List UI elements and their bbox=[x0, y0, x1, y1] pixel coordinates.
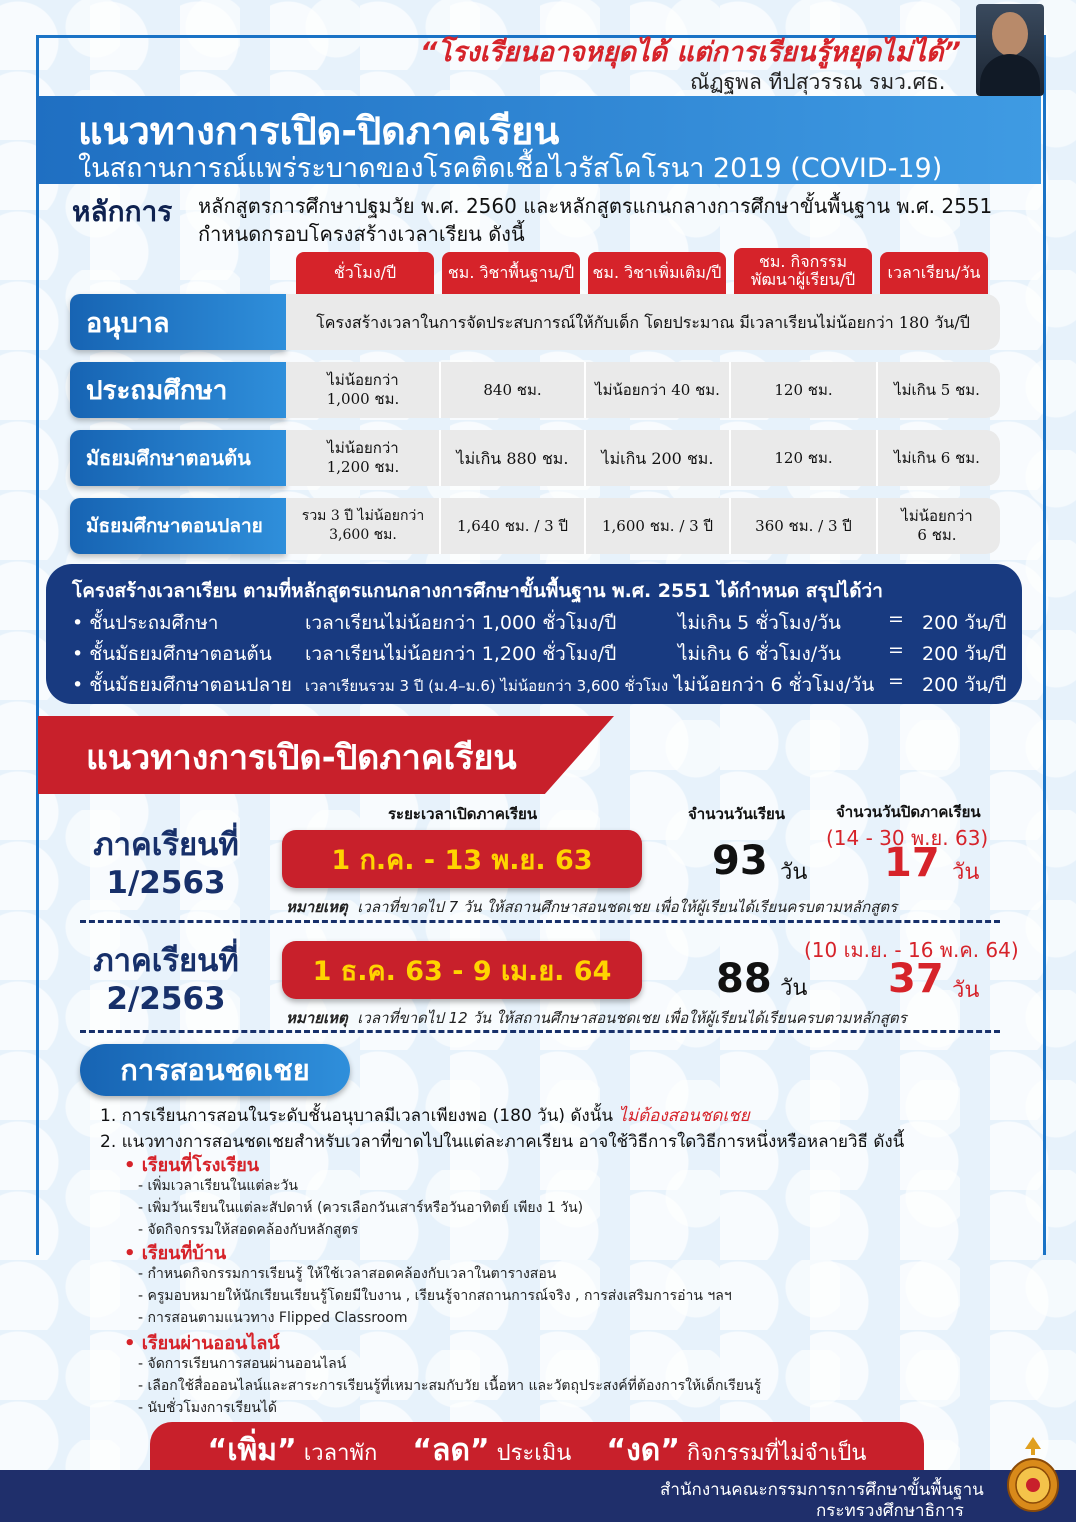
term1-close-days: 17 bbox=[884, 840, 940, 886]
term1-days: 93 bbox=[712, 838, 768, 884]
header-days: จำนวนวันเรียน bbox=[688, 805, 786, 823]
method-school-item: - เพิ่มวันเรียนในแต่ละสัปดาห์ (ควรเลือกวันเสาร์หรือวันอาทิตย์ เพียง 1 วัน) bbox=[138, 1200, 584, 1216]
term2-close-range: (10 เม.ย. - 16 พ.ค. 64) bbox=[804, 938, 1019, 962]
row-label-primary: ประถมศึกษา bbox=[70, 362, 286, 418]
compensation-item-2: 2. แนวทางการสอนชดเชยสำหรับเวลาที่ขาดไปในแต่ละภาคเรียน อาจใช้วิธีการใดวิธีการหนึ่งหรือหลายวิธี ดังนี้ bbox=[100, 1132, 905, 1152]
method-online-item: - เลือกใช้สื่อออนไลน์และสาระการเรียนรู้ที่เหมาะสมกับวัย เนื้อหา และวัตถุประสงค์ที่ต้องการให้เด็กเรียนรู้ bbox=[138, 1378, 762, 1394]
cell-upper-basic: 1,640 ชม. / 3 ปี bbox=[457, 516, 568, 535]
cell-primary-day: ไม่เกิน 5 ชม. bbox=[894, 380, 980, 399]
col-head-additional: ชม. วิชาเพิ่มเติม/ปี bbox=[588, 252, 726, 294]
term1-label-line1: ภาคเรียนที่ bbox=[93, 827, 239, 863]
summary-title: โครงสร้างเวลาเรียน ตามที่หลักสูตรแกนกลางการศึกษาขั้นพื้นฐาน พ.ศ. 2551 ได้กำหนด สรุปได้ว่า bbox=[72, 580, 883, 602]
summary-days-primary: 200 วัน/ปี bbox=[922, 612, 1007, 634]
method-online-item: - จัดการเรียนการสอนผ่านออนไลน์ bbox=[138, 1356, 347, 1372]
method-school-head: • เรียนที่โรงเรียน bbox=[124, 1155, 260, 1176]
method-home-head: • เรียนที่บ้าน bbox=[124, 1243, 227, 1264]
summary-level-lower: • ชั้นมัธยมศึกษาตอนต้น bbox=[72, 643, 272, 665]
header-period: ระยะเวลาเปิดภาคเรียน bbox=[388, 805, 538, 823]
term1-close-range: (14 - 30 พ.ย. 63) bbox=[826, 826, 989, 850]
term2-days: 88 bbox=[716, 956, 772, 1002]
cell-primary-additional: ไม่น้อยกว่า 40 ชม. bbox=[595, 380, 720, 399]
term2-period: 1 ธ.ค. 63 - 9 เม.ย. 64 bbox=[282, 941, 642, 999]
method-school-item: - จัดกิจกรรมให้สอดคล้องกับหลักสูตร bbox=[138, 1222, 359, 1238]
quote-author: ณัฏฐพล ทีปสุวรรณ รมว.ศธ. bbox=[690, 70, 946, 94]
slogan-reduce-rest: ประเมิน bbox=[489, 1440, 572, 1466]
cell-upper-hours: รวม 3 ปี ไม่น้อยกว่า 3,600 ชม. bbox=[301, 508, 425, 543]
ministry-emblem-icon bbox=[1005, 1435, 1061, 1513]
footer-agency: สำนักงานคณะกรรมการการศึกษาขั้นพื้นฐาน bbox=[660, 1480, 984, 1500]
method-online-item: - นับชั่วโมงการเรียนได้ bbox=[138, 1400, 277, 1416]
term2-close-days: 37 bbox=[888, 956, 944, 1002]
term1-label bbox=[66, 826, 266, 902]
col-head-per-day: เวลาเรียน/วัน bbox=[880, 252, 988, 294]
cell-lower-hours: ไม่น้อยกว่า 1,200 ชม. bbox=[326, 439, 400, 476]
summary-hours-upper: เวลาเรียนรวม 3 ปี (ม.4–ม.6) ไม่น้อยกว่า 3,600 ชั่วโมง bbox=[305, 677, 669, 695]
term2-close-unit: วัน bbox=[952, 978, 980, 1003]
term1-days-unit: วัน bbox=[780, 860, 808, 885]
term2-note-label: หมายเหตุ bbox=[286, 1009, 348, 1027]
term1-close-unit: วัน bbox=[952, 860, 980, 885]
minister-quote: “โรงเรียนอาจหยุดได้ แต่การเรียนรู้หยุดไม่ได้” bbox=[420, 37, 961, 68]
cell-upper-activity: 360 ชม. / 3 ปี bbox=[755, 516, 852, 535]
photo-head bbox=[992, 12, 1028, 56]
term2-days-unit: วัน bbox=[780, 976, 808, 1001]
col-head-hours-year: ชั่วโมง/ปี bbox=[296, 252, 434, 294]
term1-note-text: เวลาที่ขาดไป 7 วัน ให้สถานศึกษาสอนชดเชย เพื่อให้ผู้เรียนได้เรียนครบตามหลักสูตร bbox=[357, 898, 898, 916]
page-title: แนวทางการเปิด-ปิดภาคเรียน bbox=[78, 109, 560, 153]
row-label-lower-secondary: มัธยมศึกษาตอนต้น bbox=[70, 430, 286, 486]
principle-line-1: หลักสูตรการศึกษาปฐมวัย พ.ศ. 2560 และหลักสูตรแกนกลางการศึกษาขั้นพื้นฐาน พ.ศ. 2551 bbox=[198, 194, 993, 218]
method-online-head: • เรียนผ่านออนไลน์ bbox=[124, 1333, 280, 1354]
divider bbox=[80, 1030, 1000, 1033]
footer-ministry: กระทรวงศึกษาธิการ bbox=[816, 1501, 964, 1521]
col-head-activity: ชม. กิจกรรม พัฒนาผู้เรียน/ปี bbox=[734, 248, 872, 294]
summary-eq: = bbox=[888, 639, 904, 661]
term1-label-line2: 1/2563 bbox=[106, 865, 226, 901]
summary-level-upper: • ชั้นมัธยมศึกษาตอนปลาย bbox=[72, 674, 292, 696]
slogan-stop-word: “งด” bbox=[606, 1432, 680, 1468]
cell-primary-activity: 120 ชม. bbox=[774, 380, 833, 399]
term2-label-line1: ภาคเรียนที่ bbox=[93, 943, 239, 979]
term2-label bbox=[66, 942, 266, 1018]
slogan-add bbox=[208, 1427, 378, 1474]
divider bbox=[80, 920, 1000, 923]
method-home-item: - ครูมอบหมายให้นักเรียนเรียนรู้โดยมีใบงาน , เรียนรู้จากสถานการณ์จริง , การส่งเสริมการอ่าน ฯลฯ bbox=[138, 1288, 732, 1304]
cell-upper-day: ไม่น้อยกว่า 6 ชม. bbox=[901, 507, 973, 544]
summary-hours-lower: เวลาเรียนไม่น้อยกว่า 1,200 ชั่วโมง/ปี bbox=[305, 643, 617, 665]
slogan-reduce-word: “ลด” bbox=[412, 1432, 490, 1468]
principle-line-2: กำหนดกรอบโครงสร้างเวลาเรียน ดังนี้ bbox=[198, 222, 525, 246]
row-label-upper-secondary: มัธยมศึกษาตอนปลาย bbox=[70, 498, 286, 554]
cell-lower-additional: ไม่เกิน 200 ชม. bbox=[601, 448, 714, 468]
principle-text bbox=[198, 192, 1038, 248]
slogan-stop-rest: กิจกรรมที่ไม่จำเป็น bbox=[679, 1440, 867, 1466]
header-close: จำนวนวันปิดภาคเรียน bbox=[836, 803, 981, 821]
compensation-title: การสอนชดเชย bbox=[80, 1044, 350, 1096]
term1-note bbox=[286, 895, 897, 919]
summary-daily-upper: ไม่น้อยกว่า 6 ชั่วโมง/วัน bbox=[674, 674, 875, 696]
minister-photo bbox=[976, 4, 1044, 96]
term2-note bbox=[286, 1006, 907, 1030]
kindergarten-text: โครงสร้างเวลาในการจัดประสบการณ์ให้กับเด็ก โดยประมาณ มีเวลาเรียนไม่น้อยกว่า 180 วัน/ปี bbox=[316, 312, 970, 332]
cell-primary-hours: ไม่น้อยกว่า 1,000 ชม. bbox=[326, 371, 400, 408]
compensation-item-1 bbox=[100, 1102, 750, 1129]
cell-upper-additional: 1,600 ชม. / 3 ปี bbox=[602, 516, 713, 535]
row-label-kindergarten: อนุบาล bbox=[70, 294, 286, 350]
slogan-reduce bbox=[412, 1427, 571, 1474]
summary-days-upper: 200 วัน/ปี bbox=[922, 674, 1007, 696]
page-subtitle: ในสถานการณ์แพร่ระบาดของโรคติดเชื้อไวรัสโคโรนา 2019 (COVID-19) bbox=[78, 153, 943, 184]
compensation-item-1-text: 1. การเรียนการสอนในระดับชั้นอนุบาลมีเวลาเพียงพอ (180 วัน) ดังนั้น bbox=[100, 1106, 619, 1126]
term2-note-text: เวลาที่ขาดไป 12 วัน ให้สถานศึกษาสอนชดเชย เพื่อให้ผู้เรียนได้เรียนครบตามหลักสูตร bbox=[357, 1009, 907, 1027]
cell-lower-day: ไม่เกิน 6 ชม. bbox=[894, 448, 980, 467]
method-home-item: - กำหนดกิจกรรมการเรียนรู้ ให้ใช้เวลาสอดคล้องกับเวลาในตารางสอน bbox=[138, 1266, 557, 1282]
term1-period: 1 ก.ค. - 13 พ.ย. 63 bbox=[282, 830, 642, 888]
summary-hours-primary: เวลาเรียนไม่น้อยกว่า 1,000 ชั่วโมง/ปี bbox=[305, 612, 617, 634]
photo-suit bbox=[980, 54, 1040, 96]
slogan-add-word: “เพิ่ม” bbox=[207, 1432, 297, 1468]
principle-label: หลักการ bbox=[72, 195, 173, 228]
summary-eq: = bbox=[888, 670, 904, 692]
summary-level-primary: • ชั้นประถมศึกษา bbox=[72, 612, 219, 634]
summary-eq: = bbox=[888, 608, 904, 630]
term1-note-label: หมายเหตุ bbox=[286, 898, 348, 916]
col-head-basic: ชม. วิชาพื้นฐาน/ปี bbox=[442, 252, 580, 294]
cell-lower-activity: 120 ชม. bbox=[774, 448, 833, 467]
summary-daily-primary: ไม่เกิน 5 ชั่วโมง/วัน bbox=[678, 612, 841, 634]
summary-daily-lower: ไม่เกิน 6 ชั่วโมง/วัน bbox=[678, 643, 841, 665]
slogan-stop bbox=[606, 1427, 866, 1474]
slogan-add-rest: เวลาพัก bbox=[296, 1440, 378, 1466]
method-school-item: - เพิ่มเวลาเรียนในแต่ละวัน bbox=[138, 1178, 298, 1194]
guideline-title: แนวทางการเปิด-ปิดภาคเรียน bbox=[86, 738, 517, 778]
summary-days-lower: 200 วัน/ปี bbox=[922, 643, 1007, 665]
term2-label-line2: 2/2563 bbox=[106, 981, 226, 1017]
method-home-item: - การสอนตามแนวทาง Flipped Classroom bbox=[138, 1310, 408, 1326]
cell-lower-basic: ไม่เกิน 880 ชม. bbox=[456, 448, 569, 468]
cell-primary-basic: 840 ชม. bbox=[483, 380, 542, 399]
compensation-item-1-highlight: ไม่ต้องสอนชดเชย bbox=[618, 1106, 750, 1126]
